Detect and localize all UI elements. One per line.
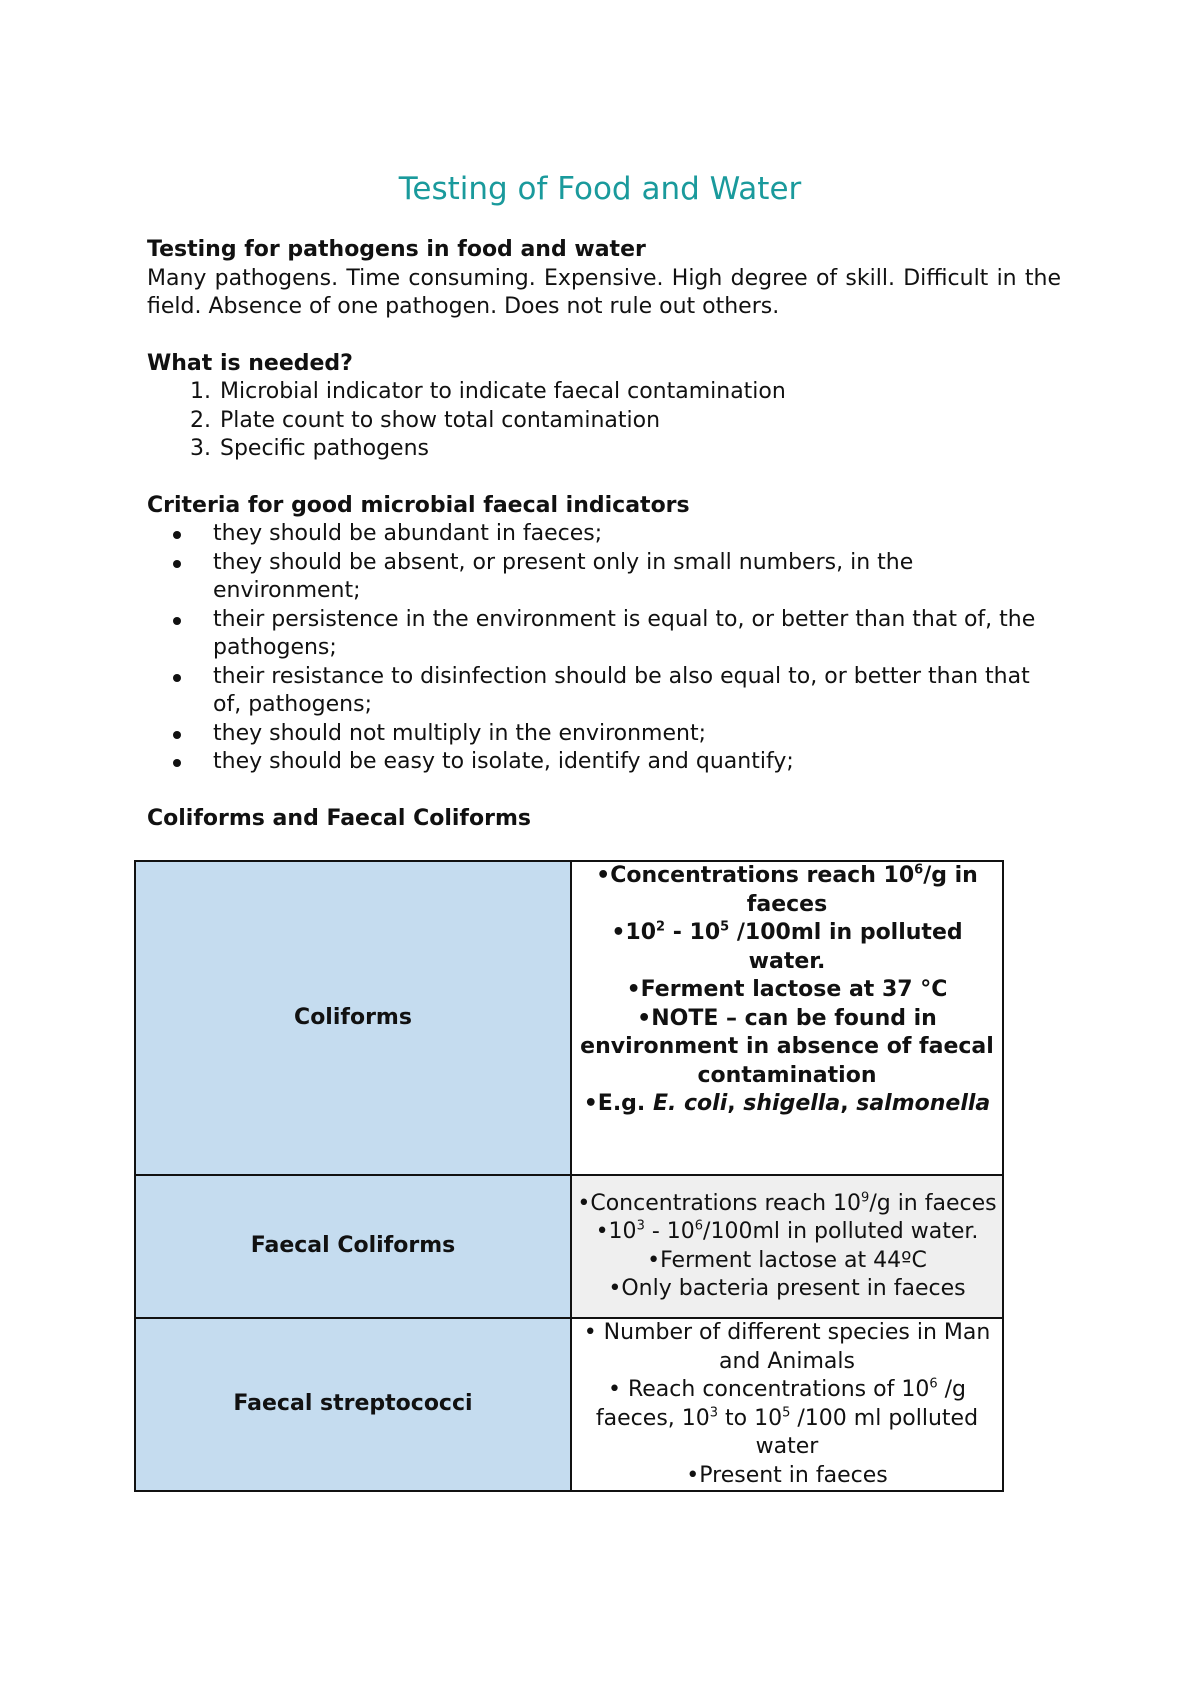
- section-heading-pathogens: Testing for pathogens in food and water: [147, 237, 646, 262]
- table-row: [135, 1175, 1003, 1318]
- row-label: Faecal streptococci: [135, 1318, 571, 1491]
- row-label: Coliforms: [135, 861, 571, 1175]
- table-row: [135, 861, 1003, 1175]
- list-item: 3. Specific pathogens: [190, 436, 429, 461]
- indicator-table: [134, 860, 1004, 1492]
- list-item: they should be easy to isolate, identify and quantify;: [147, 748, 1061, 777]
- row-label: Faecal Coliforms: [135, 1175, 571, 1318]
- bullet-icon: [173, 674, 181, 682]
- list-item: 2. Plate count to show total contamination: [190, 407, 661, 433]
- list-item: they should be abundant in faeces;: [147, 520, 1061, 549]
- list-item: their resistance to disinfection should be also equal to, or better than that of, pathogens;: [147, 663, 1061, 720]
- list-item: they should be absent, or present only in small numbers, in the environment;: [147, 549, 1061, 606]
- list-item: their persistence in the environment is equal to, or better than that of, the pathogens;: [147, 606, 1061, 663]
- document-body: [147, 236, 1061, 833]
- bullet-icon: [173, 617, 181, 625]
- needed-list: [147, 378, 1061, 464]
- section-heading-coliforms: Coliforms and Faecal Coliforms: [147, 805, 531, 831]
- table-row: [135, 1318, 1003, 1491]
- row-details: •Concentrations reach $10^6/g$ in faeces $•10^2 - 10^5$ /100ml in polluted water. •Ferment lactose at 37 °C •NOTE – can be found in environment in absence of faecal contamination •E.g. E. coli, shigella, salmonella: [571, 861, 1003, 1175]
- list-item: they should not multiply in the environment;: [147, 720, 1061, 749]
- list-item: 1. Microbial indicator to indicate faecal contamination: [190, 379, 786, 404]
- section-heading-needed: What is needed?: [147, 350, 353, 376]
- pathogens-paragraph: Many pathogens. Time consuming. Expensive. High degree of skill. Difficult in the field. Absence of one pathogen. Does not rule out others.: [147, 265, 1061, 319]
- bullet-icon: [173, 531, 181, 539]
- bullet-icon: [173, 759, 181, 767]
- bullet-icon: [173, 560, 181, 568]
- criteria-list: [147, 520, 1061, 777]
- page-title: Testing of Food and Water: [398, 171, 802, 207]
- row-details: •Concentrations reach $10^9/g$ in faeces $•10^3 - 10^6/100ml$ in polluted water. •Ferment lactose at 44ºC •Only bacteria present in faeces: [571, 1175, 1003, 1318]
- bullet-icon: [173, 731, 181, 739]
- row-details: • Number of different species in Man and Animals • Reach concentrations of $10^6$ /g faeces, $10^3$ to $10^5$ /100 ml polluted water •Present in faeces: [571, 1318, 1003, 1491]
- section-heading-criteria: Criteria for good microbial faecal indicators: [147, 492, 690, 518]
